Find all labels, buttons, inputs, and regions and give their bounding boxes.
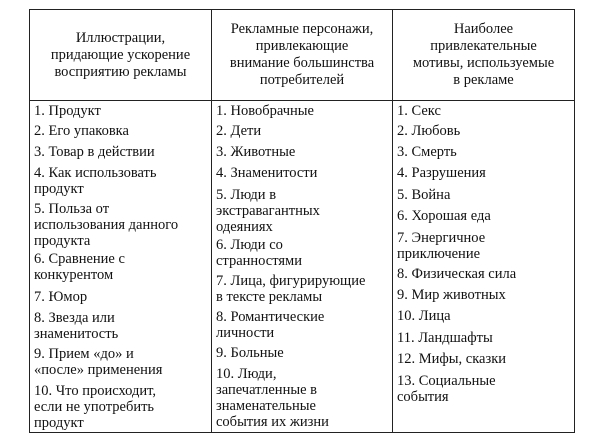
list-item-line: 2. Его упаковка (34, 123, 129, 139)
list-item-line: если не употребить (34, 399, 155, 415)
list-item-line: 5. Война (397, 187, 451, 203)
list-item-line: странностями (216, 253, 302, 269)
list-item-line: 2. Любовь (397, 123, 461, 139)
header-line: придающие ускорение (50, 46, 191, 63)
list-item-line: 12. Мифы, сказки (397, 351, 507, 367)
header-line: мотивы, используемые (412, 55, 555, 71)
list-item-line: 3. Смерть (397, 144, 457, 160)
list-item (397, 330, 493, 346)
list-item-line: 9. Мир животных (397, 287, 506, 303)
header-illustrations (30, 10, 211, 100)
list-item-line: приключение (397, 246, 481, 262)
list-item-line: 4. Разрушения (397, 165, 486, 181)
list-item-line: 2. Дети (216, 123, 262, 139)
list-item-line: знаменитость (34, 326, 119, 342)
list-item (34, 383, 156, 431)
list-item (397, 208, 491, 224)
list-item-line: 8. Романтические (216, 309, 325, 325)
header-line: Наиболее (453, 21, 514, 37)
list-item-line: 10. Лица (397, 308, 451, 324)
list-item (397, 351, 506, 367)
column-illustrations (30, 103, 211, 432)
list-item (34, 103, 101, 119)
list-item (34, 289, 87, 305)
list-item-line: экстравагантных (216, 203, 320, 219)
list-item-line: 11. Ландшафты (397, 330, 493, 346)
list-item-line: 6. Люди со (216, 237, 283, 253)
list-item (397, 230, 485, 262)
list-item-line: события их жизни (216, 414, 329, 430)
list-item-line: 9. Прием «до» и (34, 346, 134, 362)
list-item-line: запечатленные в (216, 382, 317, 398)
header-line: привлекательные (430, 38, 537, 54)
list-item (397, 165, 486, 181)
list-item (34, 251, 125, 283)
list-item-line: 10. Что происходит, (34, 383, 156, 399)
list-item (397, 308, 451, 324)
header-line: привлекающие (255, 38, 349, 54)
list-item (216, 144, 295, 160)
header-line: Рекламные персонажи, (230, 21, 374, 37)
list-item (216, 103, 314, 119)
list-item-line: 1. Новобрачные (216, 103, 314, 119)
list-item-line: продукта (34, 233, 91, 249)
list-item (216, 123, 261, 139)
list-item-line: 13. Социальные (397, 373, 496, 389)
list-item-line: знаменательные (216, 398, 316, 414)
list-item-line: 7. Юмор (34, 289, 88, 305)
list-item-line: 8. Физическая сила (397, 266, 517, 282)
list-item-line: 5. Люди в (216, 187, 277, 203)
list-item (216, 165, 317, 181)
list-item-line: продукт (34, 181, 84, 197)
list-item (216, 366, 329, 430)
list-item-line: 7. Энергичное (397, 230, 486, 246)
list-item (34, 144, 155, 160)
list-item-line: 3. Товар в действии (34, 144, 155, 160)
list-item-line: 10. Люди, (216, 366, 277, 382)
list-item-line: в тексте рекламы (216, 289, 323, 305)
header-characters (212, 10, 392, 100)
list-item (216, 187, 320, 235)
list-item (34, 346, 162, 378)
list-item-line: 4. Знаменитости (216, 165, 318, 181)
list-item-line: 1. Продукт (34, 103, 101, 119)
list-item-line: использования данного (34, 217, 179, 233)
list-item-line: 8. Звезда или (34, 310, 115, 326)
header-line: внимание большинства (229, 55, 375, 71)
list-item-line: 5. Польза от (34, 201, 110, 217)
list-item (216, 345, 284, 361)
list-item-line: 7. Лица, фигурирующие (216, 273, 366, 289)
list-item (397, 187, 450, 203)
list-item (216, 237, 302, 269)
list-item (34, 165, 157, 197)
advertising-table (29, 9, 575, 433)
list-item (397, 287, 506, 303)
header-line: восприятию рекламы (54, 63, 187, 80)
list-item-line: личности (216, 325, 275, 341)
list-item (397, 144, 457, 160)
column-characters (212, 103, 392, 432)
column-motives (393, 103, 574, 432)
list-item (216, 273, 365, 305)
list-item (397, 266, 516, 282)
list-item (397, 103, 441, 119)
list-item-line: события (397, 389, 449, 405)
list-item-line: 1. Секс (397, 103, 441, 119)
list-item (34, 123, 129, 139)
list-item-line: 6. Хорошая еда (397, 208, 491, 224)
list-item (34, 310, 118, 342)
header-line: потребителей (259, 72, 345, 88)
list-item-line: конкурентом (34, 267, 114, 283)
header-motives (393, 10, 574, 100)
header-line: в рекламе (453, 72, 514, 88)
list-item (397, 123, 460, 139)
list-item-line: 6. Сравнение с (34, 251, 125, 267)
list-item-line: 4. Как использовать (34, 165, 157, 181)
list-item-line: «после» применения (34, 362, 163, 378)
header-line: Иллюстрации, (75, 29, 166, 46)
list-item-line: 9. Больные (216, 345, 284, 361)
list-item-line: продукт (34, 415, 84, 431)
list-item-line: 3. Животные (216, 144, 296, 160)
list-item (397, 373, 496, 405)
list-item-line: одеяниях (216, 219, 273, 235)
list-item (216, 309, 324, 341)
list-item (34, 201, 178, 249)
